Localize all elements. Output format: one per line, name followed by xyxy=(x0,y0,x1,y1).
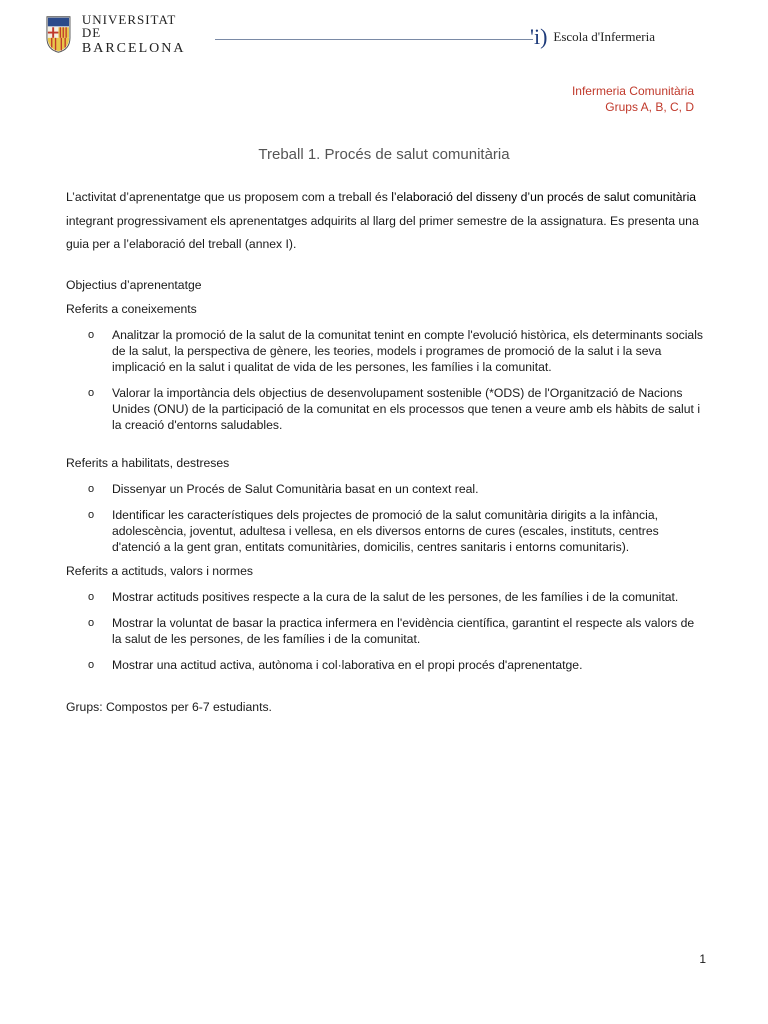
page-number: 1 xyxy=(699,952,706,966)
bullet-icon: o xyxy=(88,658,95,671)
university-name xyxy=(82,13,195,56)
list-item xyxy=(66,615,706,647)
university-shield-icon xyxy=(45,14,72,54)
list-item-text: Identificar les característiques dels projectes de promoció de la salut comunitària dirigits a la infància, adolescència, joventut, adultesa i vellesa, en els diversos entorns de cures (escales, instituts, centres d'atenció a la gent gran, entitats comunitàries, domicilis, centres sanitaris i entorns comunitaris). xyxy=(112,507,659,554)
course-groups: Grups A, B, C, D xyxy=(605,100,694,114)
list-item-text: Mostrar actituds positives respecte a la cura de la salut de les persones, de les famílies i de la comunitat. xyxy=(112,589,679,604)
list-item-text: Valorar la importància dels objectius de desenvolupament sostenible (*ODS) de l'Organització de Nacions Unides (ONU) de la participació de la comunitat en els processos que tenen a veure amb els hàbits de salut i la creació d'entorns saludables. xyxy=(112,385,701,432)
intro-text-1: L’activitat d’aprenentatge que us proposem com a treball és xyxy=(66,190,392,204)
list-item xyxy=(66,385,706,433)
university-name-line2: BARCELONA xyxy=(81,40,186,56)
intro-text-2: integrant progressivament els aprenentatges adquirits al llarg del primer semestre de la assignatura. Es presenta una guia per a l’elaboració del treball (annex I). xyxy=(66,213,699,251)
list-item-text: Analitzar la promoció de la salut de la comunitat tenint en compte l'evolució històrica, els determinants socials de la salut, la perspectiva de gènere, les teories, models i programes de promoció de la salut i la seva implicació en la salut i qualitat de vida de les persones, les famílies i la comunitat. xyxy=(112,327,704,374)
bullet-icon: o xyxy=(88,328,95,341)
escola-logo xyxy=(530,26,655,48)
list-item-text: Mostrar una actitud activa, autònoma i col·laborativa en el propi procés d'aprenentatge. xyxy=(112,657,583,672)
groups-label: Grups: xyxy=(66,699,103,714)
groups-info xyxy=(66,699,706,715)
header-divider xyxy=(215,39,533,40)
list-item xyxy=(66,481,706,497)
university-logo xyxy=(45,12,195,56)
university-name-line1: UNIVERSITAT DE xyxy=(81,11,177,40)
intro-highlight: l’elaboració del disseny d’un procés de salut comunitària xyxy=(391,190,697,204)
bullet-icon: o xyxy=(88,590,95,603)
attitudes-label: Referits a actituds, valors i normes xyxy=(66,563,253,578)
list-item-text: Dissenyar un Procés de Salut Comunitària basat en un context real. xyxy=(112,481,479,496)
escola-name: Escola d'Infermeria xyxy=(553,29,656,44)
bullet-icon: o xyxy=(88,616,95,629)
bullet-icon: o xyxy=(88,482,95,495)
course-info xyxy=(572,83,694,115)
list-item-text: Mostrar la voluntat de basar la practica infermera en l'evidència científica, garantint el respecte als valors de la salut de les persones, de les famílies i de la comunitat. xyxy=(112,615,695,646)
list-item xyxy=(66,589,706,605)
attitudes-list xyxy=(66,589,706,673)
skills-list xyxy=(66,481,706,555)
escola-mark-icon: 'i) xyxy=(530,24,548,49)
course-name: Infermeria Comunitària xyxy=(571,84,694,98)
objectives-heading: Objectius d’aprenentatge xyxy=(66,277,202,292)
bullet-icon: o xyxy=(88,508,95,521)
groups-text: Compostos per 6-7 estudiants. xyxy=(102,699,272,714)
knowledge-label: Referits a coneixements xyxy=(66,301,197,316)
document-body xyxy=(66,186,706,715)
skills-label: Referits a habilitats, destreses xyxy=(66,455,230,470)
list-item xyxy=(66,507,706,555)
intro-paragraph xyxy=(66,186,706,257)
page-title: Treball 1. Procés de salut comunitària xyxy=(258,146,510,163)
bullet-icon: o xyxy=(88,386,95,399)
list-item xyxy=(66,657,706,673)
list-item xyxy=(66,327,706,375)
knowledge-list xyxy=(66,327,706,433)
